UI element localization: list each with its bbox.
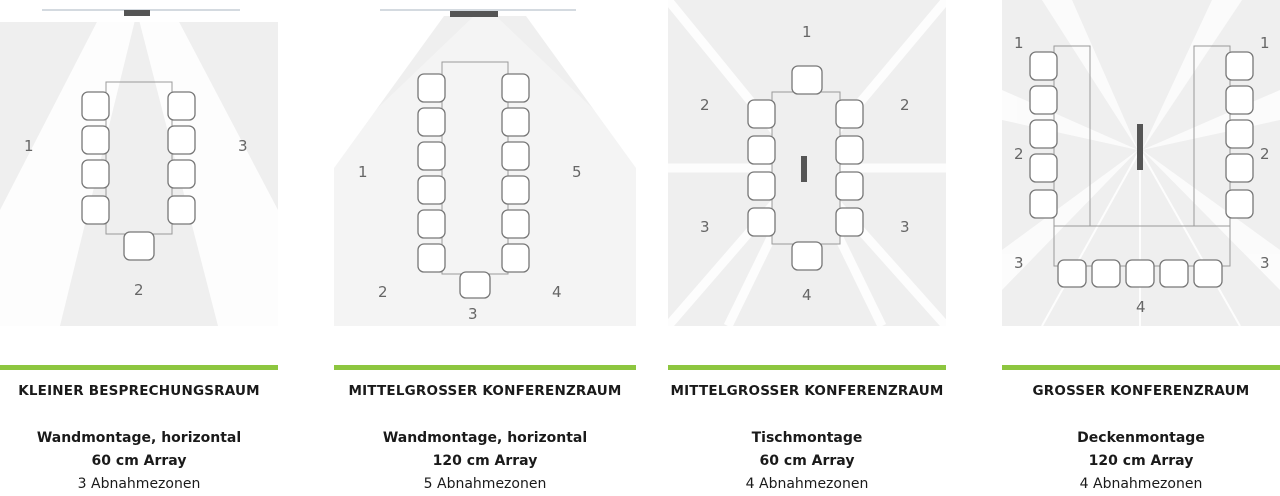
chair xyxy=(836,100,863,128)
chair xyxy=(168,92,195,120)
zone-label: 3 xyxy=(1014,254,1024,272)
zone-label: 1 xyxy=(1260,34,1270,52)
chair xyxy=(1226,120,1253,148)
chair xyxy=(1160,260,1188,287)
chair xyxy=(82,92,109,120)
zone-label: 2 xyxy=(700,96,710,114)
chair xyxy=(168,160,195,188)
accent-divider xyxy=(0,365,278,370)
room-title: KLEINER BESPRECHUNGSRAUM xyxy=(18,383,260,399)
zone-label: 2 xyxy=(900,96,910,114)
chair xyxy=(1126,260,1154,287)
array-size: 120 cm Array xyxy=(432,453,538,469)
chair xyxy=(748,172,775,200)
chair xyxy=(502,210,529,238)
room-diagram-medium-wall xyxy=(334,0,636,330)
room-diagram-small xyxy=(0,0,278,330)
room-title: GROSSER KONFERENZRAUM xyxy=(1032,383,1250,399)
mount-info xyxy=(0,427,278,496)
zone-label: 3 xyxy=(900,218,910,236)
chair xyxy=(1030,86,1057,114)
chair xyxy=(1058,260,1086,287)
chair xyxy=(82,126,109,154)
chair xyxy=(418,244,445,272)
chair xyxy=(1226,190,1253,218)
chair xyxy=(836,172,863,200)
chair xyxy=(460,272,490,298)
chair xyxy=(418,108,445,136)
chair xyxy=(168,196,195,224)
chair xyxy=(1226,86,1253,114)
chair xyxy=(792,66,822,94)
chair xyxy=(418,210,445,238)
room-diagram-medium-table xyxy=(668,0,946,330)
chair xyxy=(1030,154,1057,182)
chair xyxy=(836,208,863,236)
chair xyxy=(1030,120,1057,148)
accent-divider xyxy=(1002,365,1280,370)
microphone-array-device xyxy=(124,10,150,16)
room-floorplan-small xyxy=(0,0,278,330)
mount-type: Tischmontage xyxy=(751,430,863,446)
chair xyxy=(1226,154,1253,182)
zone-label: 4 xyxy=(552,283,562,301)
zone-label: 2 xyxy=(1260,145,1270,163)
chair xyxy=(1194,260,1222,287)
microphone-array-device xyxy=(801,156,807,182)
chair xyxy=(82,196,109,224)
zone-label: 1 xyxy=(802,23,812,41)
chair xyxy=(792,242,822,270)
chair xyxy=(502,176,529,204)
chair xyxy=(502,108,529,136)
room-title: MITTELGROSSER KONFERENZRAUM xyxy=(670,383,944,399)
array-size: 120 cm Array xyxy=(1088,453,1194,469)
chair xyxy=(124,232,154,260)
mount-type: Deckenmontage xyxy=(1077,430,1205,446)
room-diagram-large-ceiling xyxy=(1002,0,1280,330)
zone-label: 1 xyxy=(358,163,368,181)
zone-label: 2 xyxy=(378,283,388,301)
room-floorplan-medium-wall xyxy=(334,0,636,330)
chair xyxy=(1030,190,1057,218)
chair xyxy=(82,160,109,188)
zone-label: 5 xyxy=(572,163,582,181)
zone-label: 3 xyxy=(700,218,710,236)
zone-label: 2 xyxy=(134,281,144,299)
mount-type: Wandmontage, horizontal xyxy=(36,430,242,446)
accent-divider xyxy=(668,365,946,370)
chair xyxy=(418,176,445,204)
accent-divider xyxy=(334,365,636,370)
chair xyxy=(1030,52,1057,80)
chair xyxy=(748,100,775,128)
zone-label: 2 xyxy=(1014,145,1024,163)
chair xyxy=(418,142,445,170)
zone-label: 1 xyxy=(24,137,34,155)
microphone-array-device xyxy=(450,11,498,17)
zone-count: 4 Abnahmezonen xyxy=(1079,476,1203,492)
chair xyxy=(418,74,445,102)
chair xyxy=(836,136,863,164)
room-floorplan-medium-table xyxy=(668,0,946,330)
zone-count: 3 Abnahmezonen xyxy=(77,476,201,492)
room-floorplan-large-ceiling xyxy=(1002,0,1280,330)
chair xyxy=(502,74,529,102)
mount-type: Wandmontage, horizontal xyxy=(382,430,588,446)
chair xyxy=(168,126,195,154)
chair xyxy=(1092,260,1120,287)
zone-count: 5 Abnahmezonen xyxy=(423,476,547,492)
zone-label: 4 xyxy=(1136,298,1146,316)
array-size: 60 cm Array xyxy=(759,453,855,469)
room-title: MITTELGROSSER KONFERENZRAUM xyxy=(348,383,622,399)
zone-label: 3 xyxy=(238,137,248,155)
chair xyxy=(502,142,529,170)
array-size: 60 cm Array xyxy=(91,453,187,469)
zone-label: 1 xyxy=(1014,34,1024,52)
chair xyxy=(1226,52,1253,80)
zone-label: 3 xyxy=(1260,254,1270,272)
zone-label: 4 xyxy=(802,286,812,304)
mount-info xyxy=(334,427,636,496)
microphone-array-device xyxy=(1137,124,1143,170)
chair xyxy=(748,208,775,236)
chair xyxy=(748,136,775,164)
chair xyxy=(502,244,529,272)
mount-info xyxy=(668,427,946,496)
mount-info xyxy=(1002,427,1280,496)
zone-label: 3 xyxy=(468,305,478,323)
zone-count: 4 Abnahmezonen xyxy=(745,476,869,492)
